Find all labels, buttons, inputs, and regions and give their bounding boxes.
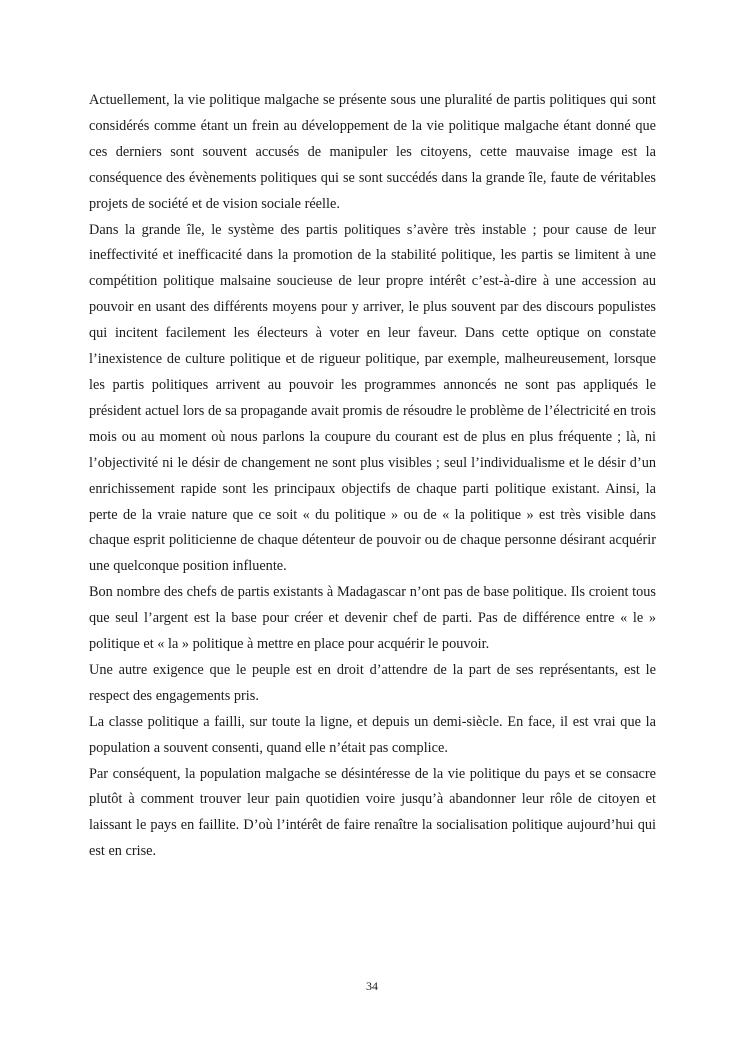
paragraph-3: Bon nombre des chefs de partis existants à Madagascar n’ont pas de base politique. Ils croient tous que seul l’argent est la base pour créer et devenir chef de parti. Pas de différence entre « le » politique et « la » politique à mettre en place pour acquérir le pouvoir. (89, 584, 656, 653)
page-number: 34 (366, 979, 378, 993)
paragraph-4: Une autre exigence que le peuple est en droit d’attendre de la part de ses représentants, est le respect des engagements pris. (89, 661, 656, 704)
body-text (89, 88, 656, 865)
paragraph-5: La classe politique a failli, sur toute la ligne, et depuis un demi-siècle. En face, il est vrai que la population a souvent consenti, quand elle n’était pas complice. (89, 713, 656, 756)
paragraph-1: Actuellement, la vie politique malgache se présente sous une pluralité de partis politiques qui sont considérés comme étant un frein au développement de la vie politique malgache étant donné que ces derniers sont souvent accusés de manipuler les citoyens, cette mauvaise image est la conséquence des évènements politiques qui se sont succédés dans la grande île, faute de véritables projets de société et de vision sociale réelle. (89, 92, 656, 212)
paragraph-6: Par conséquent, la population malgache se désintéresse de la vie politique du pays et se consacre plutôt à comment trouver leur pain quotidien voire jusqu’à abandonner leur rôle de citoyen et laissant le pays en faillite. D’où l’intérêt de faire renaître la socialisation politique aujourd’hui qui est en crise. (89, 765, 656, 860)
paragraph-2: Dans la grande île, le système des partis politiques s’avère très instable ; pour cause de leur ineffectivité et inefficacité dans la promotion de la stabilité politique, les partis se limitent à une compétition politique malsaine soucieuse de leur propre intérêt c’est-à-dire à une accession au pouvoir en usant des différents moyens pour y arriver, le plus souvent par des discours populistes qui incitent facilement les électeurs à voter en leur faveur. Dans cette optique on constate l’inexistence de culture politique et de rigueur politique, par exemple, malheureusement, lorsque les partis politiques arrivent au pouvoir les programmes annoncés ne sont pas appliqués le président actuel lors de sa propagande avait promis de résoudre le problème de l’électricité en trois mois ou au moment où nous parlons la coupure du courant est de plus en plus fréquente ; là, ni l’objectivité ni le désir de changement ne sont plus visibles ; seul l’individualisme et le désir d’un enrichissement rapide sont les principaux objectifs de chaque parti politique existant. Ainsi, la perte de la vraie nature que ce soit « du politique » ou de « la politique » est très visible dans chaque esprit politicienne de chaque détenteur de pouvoir ou de chaque personne désirant acquérir une quelconque position influente. (89, 221, 656, 575)
